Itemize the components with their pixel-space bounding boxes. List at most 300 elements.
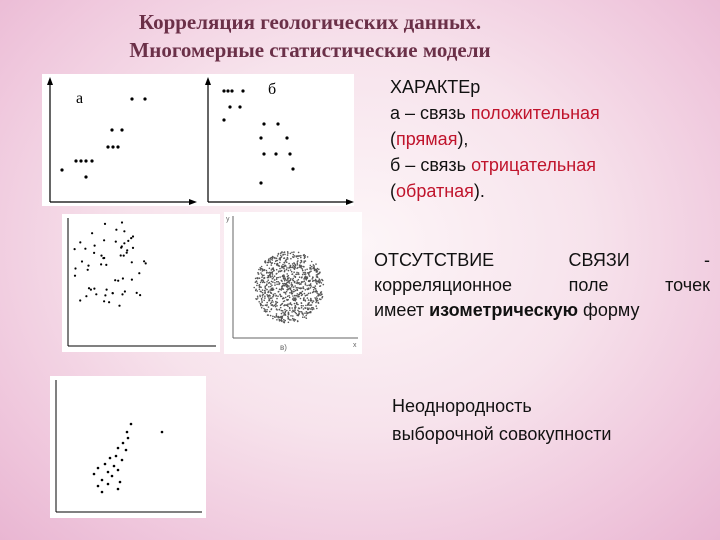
cloud-point (321, 291, 323, 293)
cloud-point (299, 292, 301, 294)
scatter-point (124, 290, 126, 292)
cloud-point (296, 304, 298, 306)
scatter-point (106, 289, 108, 291)
cloud-point (297, 264, 299, 266)
cloud-point (308, 274, 310, 276)
scatter-point (88, 287, 90, 289)
cloud-point (299, 255, 301, 257)
figure-correlation-types (42, 74, 354, 206)
cloud-point (318, 281, 320, 283)
cloud-point (310, 292, 312, 294)
cloud-point (311, 266, 313, 268)
cloud-point (272, 256, 274, 258)
cloud-point (259, 296, 261, 298)
cloud-point (295, 274, 297, 276)
scatter-point (84, 248, 86, 250)
cloud-point (267, 275, 269, 277)
title-line-2: Многомерные статистические модели (129, 38, 491, 62)
cloud-point (283, 301, 285, 303)
cloud-point (291, 307, 293, 309)
cloud-point (276, 298, 278, 300)
cloud-point (284, 292, 286, 294)
cloud-point (274, 282, 276, 284)
direct-term: прямая (396, 129, 458, 149)
cloud-point (278, 284, 280, 286)
cloud-point (304, 312, 306, 314)
cloud-point (279, 309, 281, 311)
cloud-point (280, 319, 282, 321)
cloud-point (315, 263, 317, 265)
scatter-point (91, 232, 93, 234)
cloud-point (276, 315, 278, 317)
cloud-point (304, 293, 306, 295)
cloud-point (266, 305, 268, 307)
plot-b-points (222, 89, 294, 184)
cloud-point (281, 310, 283, 312)
cloud-point (310, 265, 312, 267)
cloud-point (284, 280, 286, 282)
cloud-point (308, 280, 310, 282)
cloud-point (316, 276, 318, 278)
cloud-point (289, 292, 291, 294)
cloud-point (281, 280, 283, 282)
cloud-point (276, 273, 278, 275)
cloud-point (307, 256, 309, 258)
cloud-point (268, 291, 270, 293)
cloud-point (276, 281, 278, 283)
cloud-point (303, 262, 305, 264)
cloud-point (268, 277, 270, 279)
scatter-point (93, 288, 95, 290)
cloud-point (320, 280, 322, 282)
cloud-point (288, 322, 290, 324)
cloud-point (284, 270, 286, 272)
cloud-point (302, 274, 304, 276)
cloud-point (266, 281, 268, 283)
cloud-point (284, 262, 286, 264)
cloud-point (294, 285, 296, 287)
cloud-point (275, 301, 277, 303)
absence-line-3-pre: имеет (374, 300, 430, 320)
scatter-point (120, 254, 122, 256)
cloud-point (268, 282, 270, 284)
cloud-point (311, 261, 313, 263)
cloud-point (260, 304, 262, 306)
cloud-point (256, 285, 258, 287)
cloud-point (274, 263, 276, 265)
cloud-point (273, 294, 275, 296)
cloud-point (276, 284, 278, 286)
cloud-point (315, 290, 317, 292)
cloud-point (316, 308, 318, 310)
cloud-point (293, 275, 295, 277)
scatter-point (138, 272, 140, 274)
cloud-point (274, 316, 276, 318)
cloud-point (277, 255, 279, 257)
cloud-point (262, 279, 264, 281)
scatter-point (118, 305, 120, 307)
scatter-point (115, 229, 117, 231)
cloud-point (278, 253, 280, 255)
cloud-point (277, 295, 279, 297)
cloud-point (263, 308, 265, 310)
cloud-point (291, 286, 293, 288)
cloud-point (276, 277, 278, 279)
figure-no-correlation-scatter (62, 214, 220, 352)
absence-of-correlation-text (374, 248, 710, 323)
cloud-point (276, 319, 278, 321)
line-b-open: ( (390, 181, 396, 201)
scatter-point (121, 293, 123, 295)
cloud-point (276, 288, 278, 290)
cloud-point (285, 314, 287, 316)
cloud-point (289, 309, 291, 311)
cloud-point (257, 290, 259, 292)
cloud-point (314, 280, 316, 282)
cloud-point (297, 255, 299, 257)
cloud-point (312, 309, 314, 311)
cloud-point (306, 269, 308, 271)
scatter-point (103, 300, 105, 302)
cloud-point (305, 284, 307, 286)
cloud-point (297, 258, 299, 260)
cloud-point (272, 300, 274, 302)
scatter-no-correlation-svg (62, 214, 220, 352)
cloud-point (264, 290, 266, 292)
cloud-point (282, 298, 284, 300)
cloud-point (264, 282, 266, 284)
cloud-point (305, 308, 307, 310)
cloud-point (283, 319, 285, 321)
cloud-point (282, 254, 284, 256)
cloud-point (282, 264, 284, 266)
cloud-point (301, 293, 303, 295)
cloud-point (268, 258, 270, 260)
cloud-point (318, 269, 320, 271)
cloud-point (306, 313, 308, 315)
cloud-point (293, 254, 295, 256)
scatter-point (87, 269, 89, 271)
scatter-point (132, 235, 134, 237)
cloud-point (259, 277, 261, 279)
cloud-point (277, 277, 279, 279)
cloud-point (300, 257, 302, 259)
cloud-point (289, 303, 291, 305)
cloud-point (297, 320, 299, 322)
cloud-point (274, 258, 276, 260)
cloud-point (271, 281, 273, 283)
cloud-point (276, 269, 278, 271)
cloud-point (304, 255, 306, 257)
cloud-point (317, 293, 319, 295)
cloud-point (262, 296, 264, 298)
cloud-point (280, 270, 282, 272)
cloud-point (261, 280, 263, 282)
scatter-point (130, 237, 132, 239)
cloud-point (257, 297, 259, 299)
cloud-point (272, 281, 274, 283)
cloud-point (294, 309, 296, 311)
cloud-point (283, 252, 285, 254)
cloud-point (255, 278, 257, 280)
cloud-point (298, 272, 300, 274)
cloud-point (272, 275, 274, 277)
cloud-point (272, 262, 274, 264)
cloud-point (285, 293, 287, 295)
cloud-point (316, 298, 318, 300)
cloud-point (308, 303, 310, 305)
scatter-point (123, 255, 125, 257)
cloud-point (269, 299, 271, 301)
cloud-point (272, 296, 274, 298)
cloud-point (279, 276, 281, 278)
cloud-point (297, 296, 299, 298)
cloud-point (297, 261, 299, 263)
cloud-point (291, 311, 293, 313)
scatter-point (104, 223, 106, 225)
cloud-point (283, 305, 285, 307)
cloud-point (264, 277, 266, 279)
scatter-point (127, 240, 129, 242)
cloud-point (276, 313, 278, 315)
cloud-point (283, 266, 285, 268)
character-line-b (390, 152, 710, 178)
cloud-point (318, 278, 320, 280)
cloud-point (268, 297, 270, 299)
cloud-point (294, 307, 296, 309)
cloud-point (277, 263, 279, 265)
cloud-point (280, 255, 282, 257)
cloud-point (321, 282, 323, 284)
cloud-point (293, 271, 295, 273)
cloud-point (262, 289, 264, 291)
scatter-point (100, 255, 102, 257)
cloud-point (286, 291, 288, 293)
cloud-point (279, 319, 281, 321)
cloud-point (297, 283, 299, 285)
cloud-point (289, 297, 291, 299)
negative-term: отрицательная (471, 155, 596, 175)
cloud-point (257, 272, 259, 274)
cloud-point (273, 270, 275, 272)
cloud-point (308, 299, 310, 301)
cloud-point (291, 267, 293, 269)
cloud-point (283, 314, 285, 316)
cloud-point (296, 272, 298, 274)
plot-a-points (60, 97, 146, 178)
cloud-point (286, 310, 288, 312)
cloud-point (289, 267, 291, 269)
cloud-point (313, 291, 315, 293)
character-line-a-synonym (390, 126, 710, 152)
cloud-point (314, 268, 316, 270)
cloud-point (259, 289, 261, 291)
cloud-point (279, 262, 281, 264)
cloud-point (255, 289, 257, 291)
cloud-point (296, 289, 298, 291)
cloud-point (276, 278, 278, 280)
absence-dash: - (704, 250, 710, 270)
cloud-point (287, 318, 289, 320)
scatter-point (121, 245, 123, 247)
cloud-point (297, 263, 299, 265)
scatter-point (117, 280, 119, 282)
line-a-close: ), (457, 129, 469, 149)
plot-b-label: б (268, 81, 277, 98)
heterogeneous-scatter-svg (50, 376, 206, 518)
scatter-point (103, 239, 105, 241)
cloud-point (270, 286, 272, 288)
cloud-point (258, 301, 260, 303)
cloud-point (271, 271, 273, 273)
cloud-point (302, 305, 304, 307)
scatter-point (105, 264, 107, 266)
plot-a-label: а (76, 90, 84, 107)
cloud-point (294, 295, 296, 297)
cloud-point (266, 270, 268, 272)
cloud-point (286, 299, 288, 301)
heterogeneous-points (93, 423, 164, 494)
scatter-point (74, 275, 76, 277)
cloud-point (275, 306, 277, 308)
cloud-point (323, 284, 325, 286)
cloud-point (276, 305, 278, 307)
scatter-point (100, 263, 102, 265)
cloud-point (290, 315, 292, 317)
cloud-point (270, 259, 272, 261)
cloud-point (261, 307, 263, 309)
cloud-point (292, 295, 294, 297)
cloud-point (281, 267, 283, 269)
scatter-point (131, 279, 133, 281)
cloud-point (258, 269, 260, 271)
line-b-prefix: б – связь (390, 155, 472, 175)
scatter-point (74, 248, 76, 250)
cloud-point (302, 270, 304, 272)
cloud-point (281, 286, 283, 288)
cloud-point (271, 257, 273, 259)
cloud-point (281, 265, 283, 267)
cloud-point (301, 302, 303, 304)
cloud-point (289, 282, 291, 284)
cloud-point (263, 294, 265, 296)
heterogeneity-text (392, 392, 712, 448)
scatter-point (139, 294, 141, 296)
cloud-point (289, 319, 291, 321)
scatter-point (87, 265, 89, 267)
cloud-point (296, 314, 298, 316)
scatter-ab-svg (42, 74, 354, 206)
cloud-point (300, 265, 302, 267)
cloud-point (305, 305, 307, 307)
character-line-a (390, 100, 710, 126)
figure-isometric-field (224, 212, 362, 354)
cloud-point (269, 268, 271, 270)
cloud-point (269, 289, 271, 291)
cloud-point (300, 255, 302, 257)
cloud-point (290, 253, 292, 255)
cloud-point (265, 288, 267, 290)
isometric-field-svg (224, 212, 362, 354)
character-heading: ХАРАКТЕр (390, 77, 481, 97)
cloud-point (283, 278, 285, 280)
cloud-point (318, 302, 320, 304)
cloud-point (288, 280, 290, 282)
cloud-point (305, 282, 307, 284)
scatter-point (81, 260, 83, 262)
cloud-point (306, 278, 308, 280)
scatter-point (132, 247, 134, 249)
cloud-point (296, 268, 298, 270)
cloud-point (266, 309, 268, 311)
cloud-point (277, 302, 279, 304)
cloud-point (284, 254, 286, 256)
cloud-point (313, 308, 315, 310)
scatter-point (74, 267, 76, 269)
cloud-point (266, 272, 268, 274)
cloud-point (266, 284, 268, 286)
cloud-point (311, 307, 313, 309)
figure-heterogeneous-sample (50, 376, 206, 518)
cloud-point (269, 295, 271, 297)
cloud-point (288, 263, 290, 265)
cloud-point (294, 267, 296, 269)
cloud-point (285, 283, 287, 285)
cloud-point (290, 284, 292, 286)
scatter-point (131, 261, 133, 263)
cloud-point (296, 313, 298, 315)
cloud-point (295, 305, 297, 307)
absence-line-1 (374, 248, 710, 273)
cloud-point (264, 293, 266, 295)
cloud-point (293, 257, 295, 259)
cloud-point (268, 286, 270, 288)
cloud-point (269, 311, 271, 313)
scatter-point (136, 292, 138, 294)
cloud-point (271, 285, 273, 287)
scatter-point (104, 294, 106, 296)
scatter-point (79, 299, 81, 301)
cloud-point (278, 281, 280, 283)
cloud-point (282, 288, 284, 290)
cloud-point (297, 293, 299, 295)
cloud-point (283, 258, 285, 260)
cloud-point (307, 289, 309, 291)
cloud-point (273, 277, 275, 279)
cloud-point (298, 294, 300, 296)
cloud-point (285, 297, 287, 299)
cloud-point (307, 304, 309, 306)
cloud-point (260, 282, 262, 284)
cloud-point (312, 280, 314, 282)
absence-word-2: СВЯЗИ (568, 250, 630, 270)
cloud-point (279, 257, 281, 259)
cloud-point (302, 281, 304, 283)
cloud-point (303, 299, 305, 301)
cloud-point (268, 306, 270, 308)
cloud-point (304, 280, 306, 282)
scatter-point (145, 262, 147, 264)
cloud-point (307, 297, 309, 299)
cloud-point (321, 297, 323, 299)
cloud-point (294, 263, 296, 265)
cloud-point (271, 264, 273, 266)
cloud-point (281, 321, 283, 323)
cloud-point (285, 311, 287, 313)
cloud-point (270, 303, 272, 305)
cloud-point (302, 291, 304, 293)
cloud-point (292, 279, 294, 281)
